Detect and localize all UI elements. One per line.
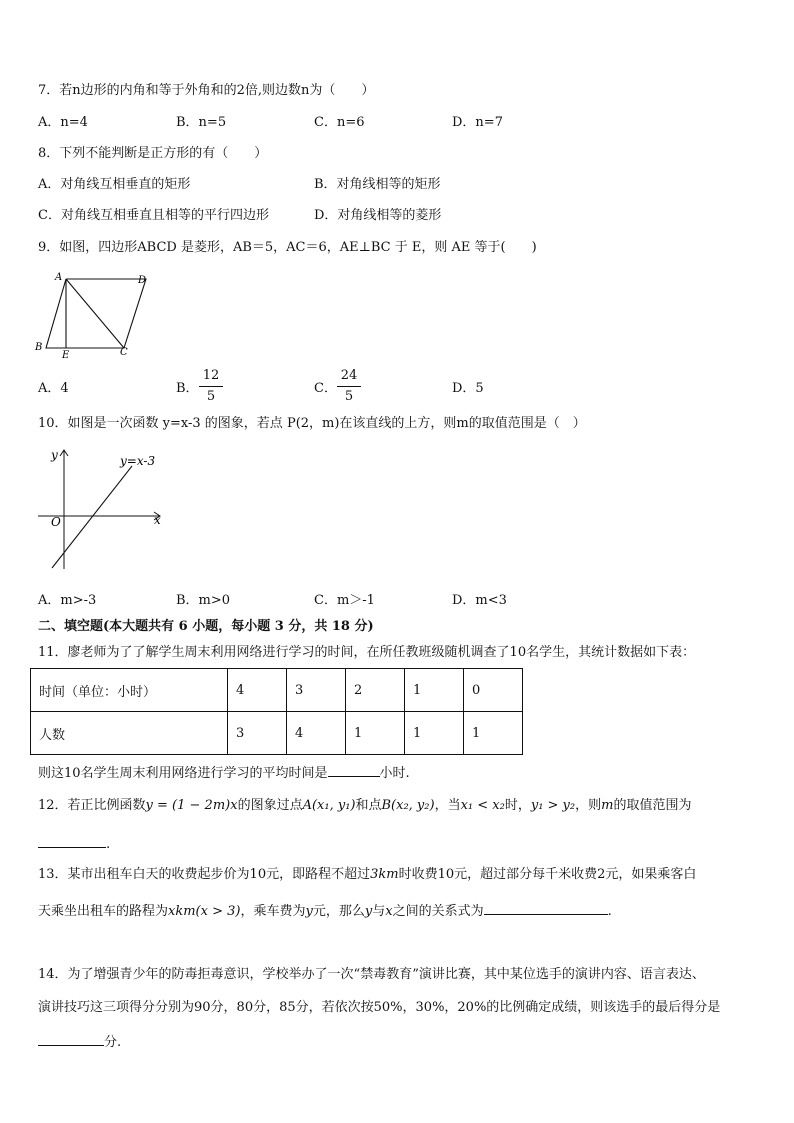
q14-line3	[38, 1031, 121, 1052]
label-d: D	[138, 275, 147, 286]
label-c: C	[120, 347, 128, 358]
q14-line1: 14．为了增强青少年的防毒拒毒意识，学校举办了一次“禁毒教育”演讲比赛，其中某位选手的演讲内容、语言表达、	[38, 967, 705, 982]
answer-blank[interactable]	[484, 900, 608, 915]
q12-text: ，则	[575, 798, 602, 813]
q9-option-d: D．5	[452, 381, 484, 396]
fraction-numerator: 12	[202, 368, 220, 383]
q10-stem: 10．如图是一次函数 y=x-3 的图象，若点 P(2，m)在该直线的上方，则m的取值范围是（ ）	[38, 416, 586, 431]
table-cell: 1	[405, 712, 464, 755]
q8-option-a: A．对角线互相垂直的矩形	[38, 177, 191, 192]
q12-text: 和点	[355, 798, 382, 813]
q12-point-b: B(x₂, y₂)	[381, 798, 435, 813]
q12-condition-x: x₁ < x₂	[460, 798, 505, 813]
answer-blank[interactable]	[38, 833, 106, 848]
answer-blank[interactable]	[328, 762, 380, 777]
section-heading-fill-blank: 二、填空题(本大题共有 6 小题，每小题 3 分，共 18 分)	[38, 619, 374, 634]
q13-variable-y: y	[364, 904, 373, 919]
table-row	[31, 669, 523, 712]
table-cell: 3	[287, 669, 346, 712]
q9-option-a: A．4	[38, 381, 69, 396]
q8-option-c: C．对角线互相垂直且相等的平行四边形	[38, 208, 269, 223]
q7-option-d: D．n=7	[452, 115, 503, 130]
q12-text: 时，	[504, 798, 531, 813]
q13-line2	[38, 900, 612, 921]
q12-point-a: A(x₁, y₁)	[302, 798, 356, 813]
q9-stem: 9．如图，四边形ABCD 是菱形，AB＝5，AC＝6，AE⊥BC 于 E，则 AE 等于( )	[38, 240, 537, 255]
fraction-numerator: 24	[340, 368, 358, 383]
q13-text: 时收费10元，超过部分每千米收费2元，如果乘客白	[398, 867, 697, 882]
q11-unit-text: 小时.	[379, 766, 410, 781]
line-equation-label: y=x-3	[120, 454, 156, 468]
q12-period: .	[106, 837, 111, 852]
q13-period: .	[607, 904, 612, 919]
fraction-denominator: 5	[206, 389, 216, 404]
q7-stem: 7．若n边形的内角和等于外角和的2倍,则边数n为（ ）	[38, 83, 375, 98]
q9-option-b-fraction	[199, 368, 223, 405]
q12-line2	[38, 833, 110, 854]
y-axis-label: y	[51, 448, 58, 462]
q11-follow-up-text: 则这10名学生周末利用网络进行学习的平均时间是	[38, 766, 328, 781]
q8-option-d: D．对角线相等的菱形	[314, 208, 442, 223]
table-cell: 时间（单位：小时）	[31, 669, 228, 712]
q12-text: 的图象过点	[237, 798, 303, 813]
label-a: A	[55, 272, 63, 283]
q10-option-d: D．m<3	[452, 593, 507, 608]
x-axis-label: x	[154, 513, 161, 527]
q13-distance: xkm(x > 3)	[168, 904, 241, 919]
q13-text: ，乘车费为	[240, 904, 306, 919]
q9-option-c-fraction	[337, 368, 361, 405]
statistics-table	[30, 668, 523, 755]
q10-option-c: C．m＞-1	[314, 593, 375, 608]
q12-text: 的取值范围为	[613, 798, 692, 813]
answer-blank[interactable]	[38, 1031, 104, 1046]
q8-stem: 8．下列不能判断是正方形的有（ ）	[38, 146, 268, 161]
q11-stem: 11．廖老师为了了解学生周末利用网络进行学习的时间，在所任教班级随机调查了10名学生，其统计数据如下表：	[38, 645, 696, 660]
table-cell: 3	[228, 712, 287, 755]
q14-unit-text: 分.	[104, 1035, 122, 1050]
q7-option-a: A．n=4	[38, 115, 88, 130]
q13-variable-y: y	[305, 904, 313, 919]
q7-option-b: B．n=5	[176, 115, 227, 130]
label-e: E	[62, 350, 70, 361]
q12-variable-m: m	[601, 798, 614, 813]
table-cell: 1	[405, 669, 464, 712]
q13-text: 元，那么	[312, 904, 365, 919]
table-cell: 0	[464, 669, 523, 712]
q9-option-b-prefix: B．	[176, 381, 199, 396]
table-cell: 4	[287, 712, 346, 755]
q13-text: 之间的关系式为	[392, 904, 484, 919]
q13-text: 天乘坐出租车的路程为	[38, 904, 169, 919]
q7-option-c: C．n=6	[314, 115, 365, 130]
q12-line1	[38, 797, 691, 815]
q14-line2: 演讲技巧这三项得分分别为90分，80分，85分，若依次按50%，30%，20%的比例确定成绩，则该选手的最后得分是	[38, 1000, 721, 1015]
q10-option-a: A．m>-3	[38, 593, 97, 608]
q13-text: 与	[372, 904, 386, 919]
table-cell: 1	[346, 712, 405, 755]
q13-line1	[38, 866, 696, 884]
q13-distance-unit: 3km	[370, 867, 399, 882]
table-cell: 4	[228, 669, 287, 712]
table-row	[31, 712, 523, 755]
q12-text: 12．若正比例函数	[38, 798, 146, 813]
origin-label: O	[51, 515, 61, 529]
linear-function-graph	[34, 444, 169, 574]
label-b: B	[35, 342, 43, 353]
q8-option-b: B．对角线相等的矩形	[314, 177, 441, 192]
q12-text: ，当	[434, 798, 461, 813]
q13-text: 13．某市出租车白天的收费起步价为10元，即路程不超过	[38, 867, 371, 882]
q13-variable-x: x	[385, 904, 393, 919]
q10-option-b: B．m>0	[176, 593, 231, 608]
rhombus-figure	[34, 270, 154, 362]
table-cell: 2	[346, 669, 405, 712]
q12-condition-y: y₁ > y₂	[530, 798, 576, 813]
table-cell: 1	[464, 712, 523, 755]
q12-formula: y = (1 − 2m)x	[145, 798, 238, 813]
q9-option-c-prefix: C．	[314, 381, 337, 396]
table-cell: 人数	[31, 712, 228, 755]
q11-follow-up	[38, 762, 410, 783]
fraction-denominator: 5	[344, 389, 354, 404]
